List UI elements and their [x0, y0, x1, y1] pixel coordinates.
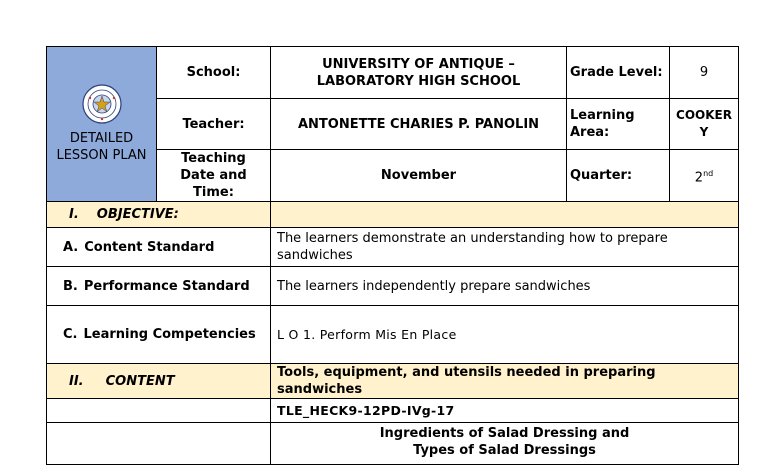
competencies-heading: [47, 306, 271, 364]
quarter-number: 2: [694, 170, 704, 186]
competencies-row: [47, 306, 739, 364]
school-label: School:: [157, 47, 271, 99]
code-row: [47, 399, 739, 423]
grade-level-value: 9: [670, 47, 739, 99]
content-standard-heading: [47, 228, 271, 267]
content-standard-value: The learners demonstrate an understanding how to prepare sandwiches: [271, 228, 739, 267]
topic-heading: [47, 423, 271, 465]
performance-standard-label: Performance Standard: [83, 278, 250, 294]
deped-seal-icon: [82, 84, 122, 124]
quarter-suffix: nd: [703, 168, 714, 178]
competencies-value: L O 1. Perform Mis En Place: [271, 306, 739, 364]
performance-standard-letter: B.: [63, 278, 78, 294]
quarter-label: Quarter:: [567, 150, 670, 202]
topic-line-2: Types of Salad Dressings: [413, 443, 596, 458]
school-row: [47, 47, 739, 99]
content-heading: [47, 364, 271, 399]
topic-row: [47, 423, 739, 465]
grade-level-label: Grade Level:: [567, 47, 670, 99]
content-row: [47, 364, 739, 399]
content-value: Tools, equipment, and utensils needed in preparing sandwiches: [271, 364, 739, 399]
content-number: II.: [69, 373, 84, 389]
content-label: CONTENT: [105, 373, 175, 389]
quarter-value: [670, 150, 739, 202]
topic-line-1: Ingredients of Salad Dressing and: [379, 426, 630, 441]
performance-standard-row: [47, 267, 739, 306]
lesson-plan-table: [46, 46, 739, 465]
content-standard-label: Content Standard: [84, 239, 215, 255]
objective-row: [47, 202, 739, 228]
objective-label: OBJECTIVE:: [96, 207, 179, 222]
topic-value: [271, 423, 739, 465]
learning-area-label: Learning Area:: [567, 99, 670, 150]
objective-heading: [47, 202, 271, 228]
competencies-label: Learning Competencies: [83, 327, 256, 342]
plan-title-cell: [47, 47, 157, 202]
teacher-label: Teacher:: [157, 99, 271, 150]
plan-title-label: DETAILED LESSON PLAN: [56, 131, 147, 163]
school-value: UNIVERSITY OF ANTIQUE – LABORATORY HIGH SCHOOL: [271, 47, 567, 99]
competency-code: TLE_HECK9-12PD-IVg-17: [271, 399, 739, 423]
objective-number: I.: [69, 207, 79, 222]
performance-standard-value: The learners independently prepare sandwiches: [271, 267, 739, 306]
code-heading: [47, 399, 271, 423]
teaching-date-value: November: [271, 150, 567, 202]
content-standard-row: [47, 228, 739, 267]
performance-standard-heading: [47, 267, 271, 306]
learning-area-value: COOKERY: [670, 99, 739, 150]
teaching-date-label: Teaching Date and Time:: [157, 150, 271, 202]
competencies-letter: C.: [63, 327, 78, 342]
objective-value: [271, 202, 739, 228]
content-standard-letter: A.: [63, 239, 79, 255]
teacher-value: ANTONETTE CHARIES P. PANOLIN: [271, 99, 567, 150]
